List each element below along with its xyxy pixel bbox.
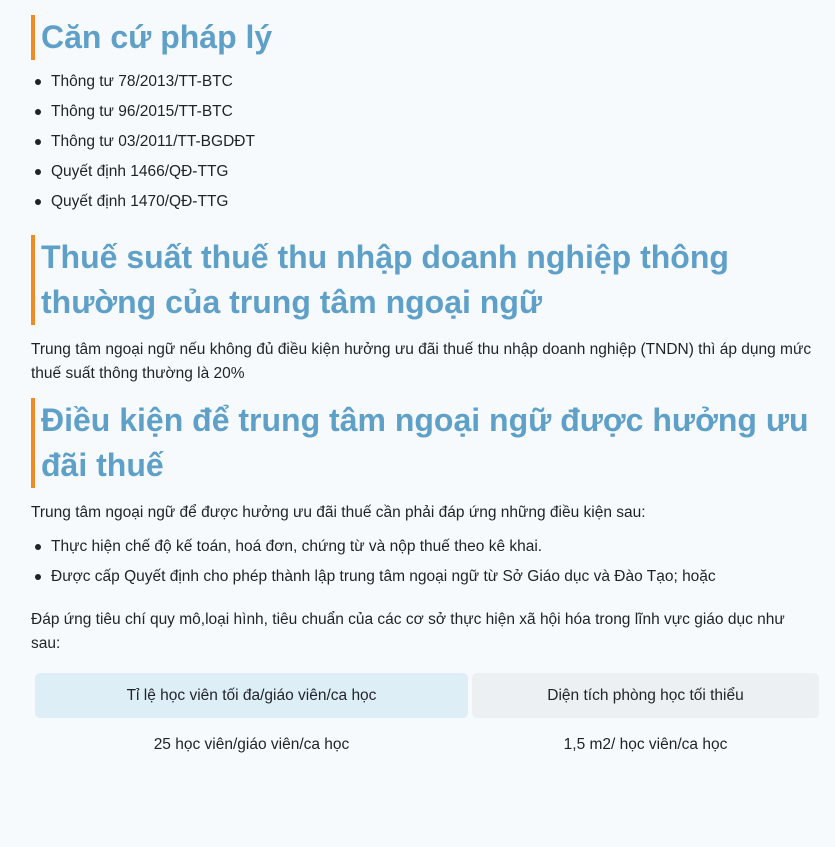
list-item: Thông tư 96/2015/TT-BTC [31, 97, 255, 127]
heading-conditions: Điều kiện để trung tâm ngoại ngữ được hưởng ưu đãi thuế [31, 398, 826, 488]
list-item: Quyết định 1470/QĐ-TTG [31, 187, 255, 217]
heading-legal-basis: Căn cứ pháp lý [31, 15, 821, 60]
list-item: Thực hiện chế độ kế toán, hoá đơn, chứng từ và nộp thuế theo kê khai. [31, 532, 716, 562]
table-cell: 1,5 m2/ học viên/ca học [563, 735, 728, 753]
list-item: Quyết định 1466/QĐ-TTG [31, 157, 255, 187]
criteria-table [35, 673, 819, 767]
list-item: Được cấp Quyết định cho phép thành lập trung tâm ngoại ngữ từ Sở Giáo dục và Đào Tạo; hoặc [31, 562, 716, 592]
list-item: Thông tư 78/2013/TT-BTC [31, 67, 255, 97]
heading-tax-rate: Thuế suất thuế thu nhập doanh nghiệp thông thường của trung tâm ngoại ngữ [31, 235, 826, 325]
conditions-list [31, 532, 716, 592]
tax-rate-paragraph: Trung tâm ngoại ngữ nếu không đủ điều kiện hưởng ưu đãi thuế thu nhập doanh nghiệp (TNDN) thì áp dụng mức thuế suất thông thường là 20% [31, 341, 812, 382]
list-item: Thông tư 03/2011/TT-BGDĐT [31, 127, 255, 157]
legal-basis-list [31, 67, 255, 217]
table-header-cell: Diện tích phòng học tối thiểu [472, 673, 819, 718]
table-row [35, 722, 819, 767]
conditions-intro: Trung tâm ngoại ngữ để được hưởng ưu đãi thuế cần phải đáp ứng những điều kiện sau: [31, 504, 646, 521]
table-cell: 25 học viên/giáo viên/ca học [153, 735, 350, 753]
table-header [35, 673, 819, 718]
criteria-paragraph: Đáp ứng tiêu chí quy mô,loại hình, tiêu chuẩn của các cơ sở thực hiện xã hội hóa trong lĩnh vực giáo dục như sau: [31, 611, 785, 652]
table-header-cell: Tỉ lệ học viên tối đa/giáo viên/ca học [35, 673, 468, 718]
